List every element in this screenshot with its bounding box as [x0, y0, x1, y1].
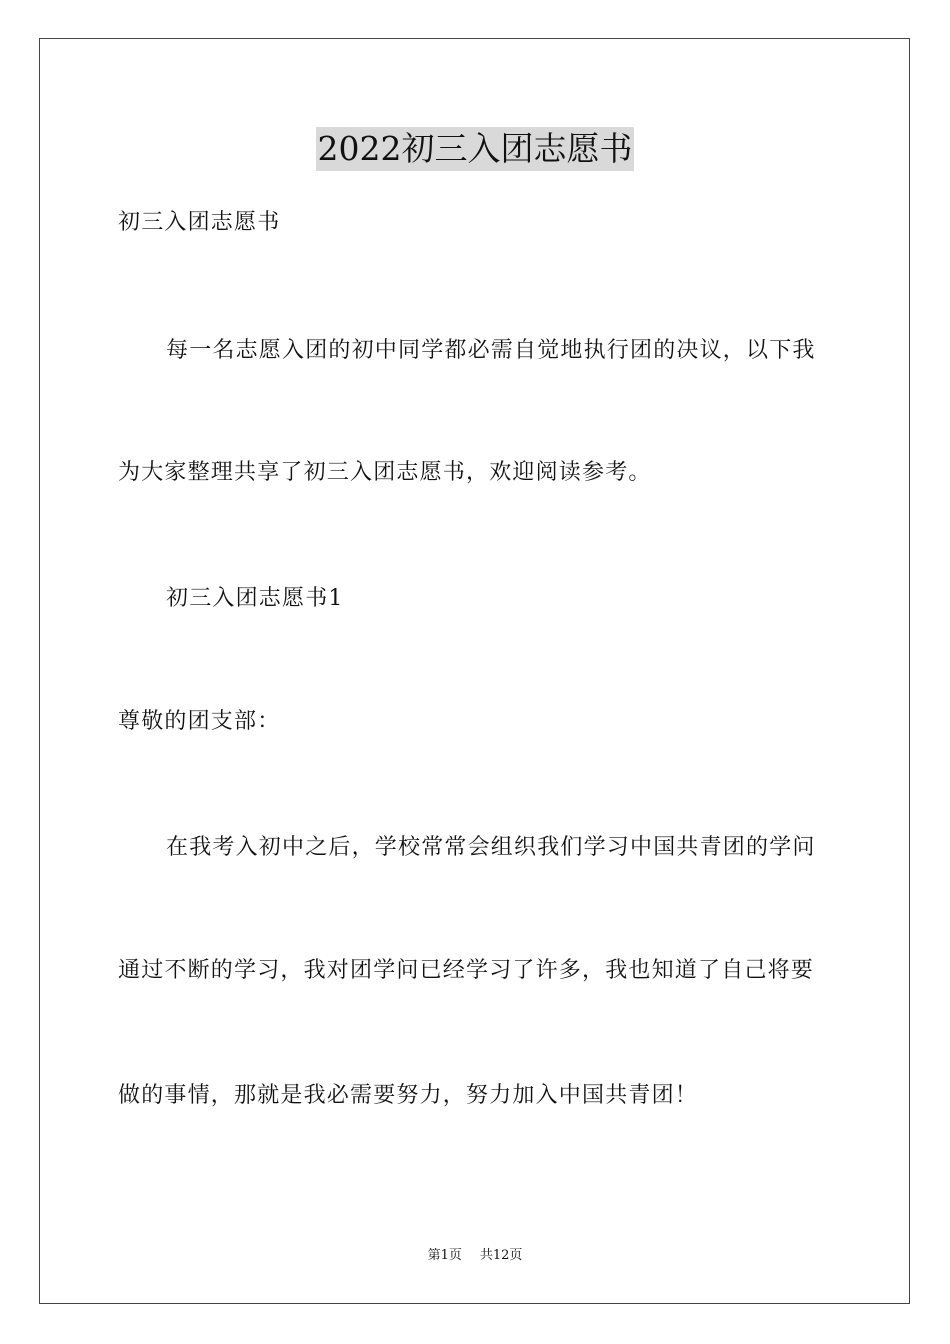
paragraph-body-line-2: 通过不断的学习，我对团学问已经学习了许多，我也知道了自己将要: [118, 958, 815, 983]
paragraph-intro-line-2: 为大家整理共享了初三入团志愿书，欢迎阅读参考。: [118, 460, 652, 485]
title-container: [0, 127, 950, 171]
paragraph-body-line-3: 做的事情，那就是我必需要努力，努力加入中国共青团！: [118, 1083, 699, 1108]
page-footer: [0, 1247, 950, 1265]
section-heading-1: 初三入团志愿书1: [166, 586, 344, 611]
paragraph-body-line-1: 在我考入初中之后，学校常常会组织我们学习中国共青团的学问: [166, 835, 816, 860]
article-heading: 初三入团志愿书: [118, 210, 281, 235]
page-number: 第1页: [427, 1248, 462, 1263]
salutation: 尊敬的团支部：: [118, 709, 281, 734]
paragraph-intro-line-1: 每一名志愿入团的初中同学都必需自觉地执行团的决议，以下我: [166, 338, 816, 363]
document-title: 2022初三入团志愿书: [316, 127, 635, 171]
page-total: 共12页: [479, 1248, 523, 1263]
